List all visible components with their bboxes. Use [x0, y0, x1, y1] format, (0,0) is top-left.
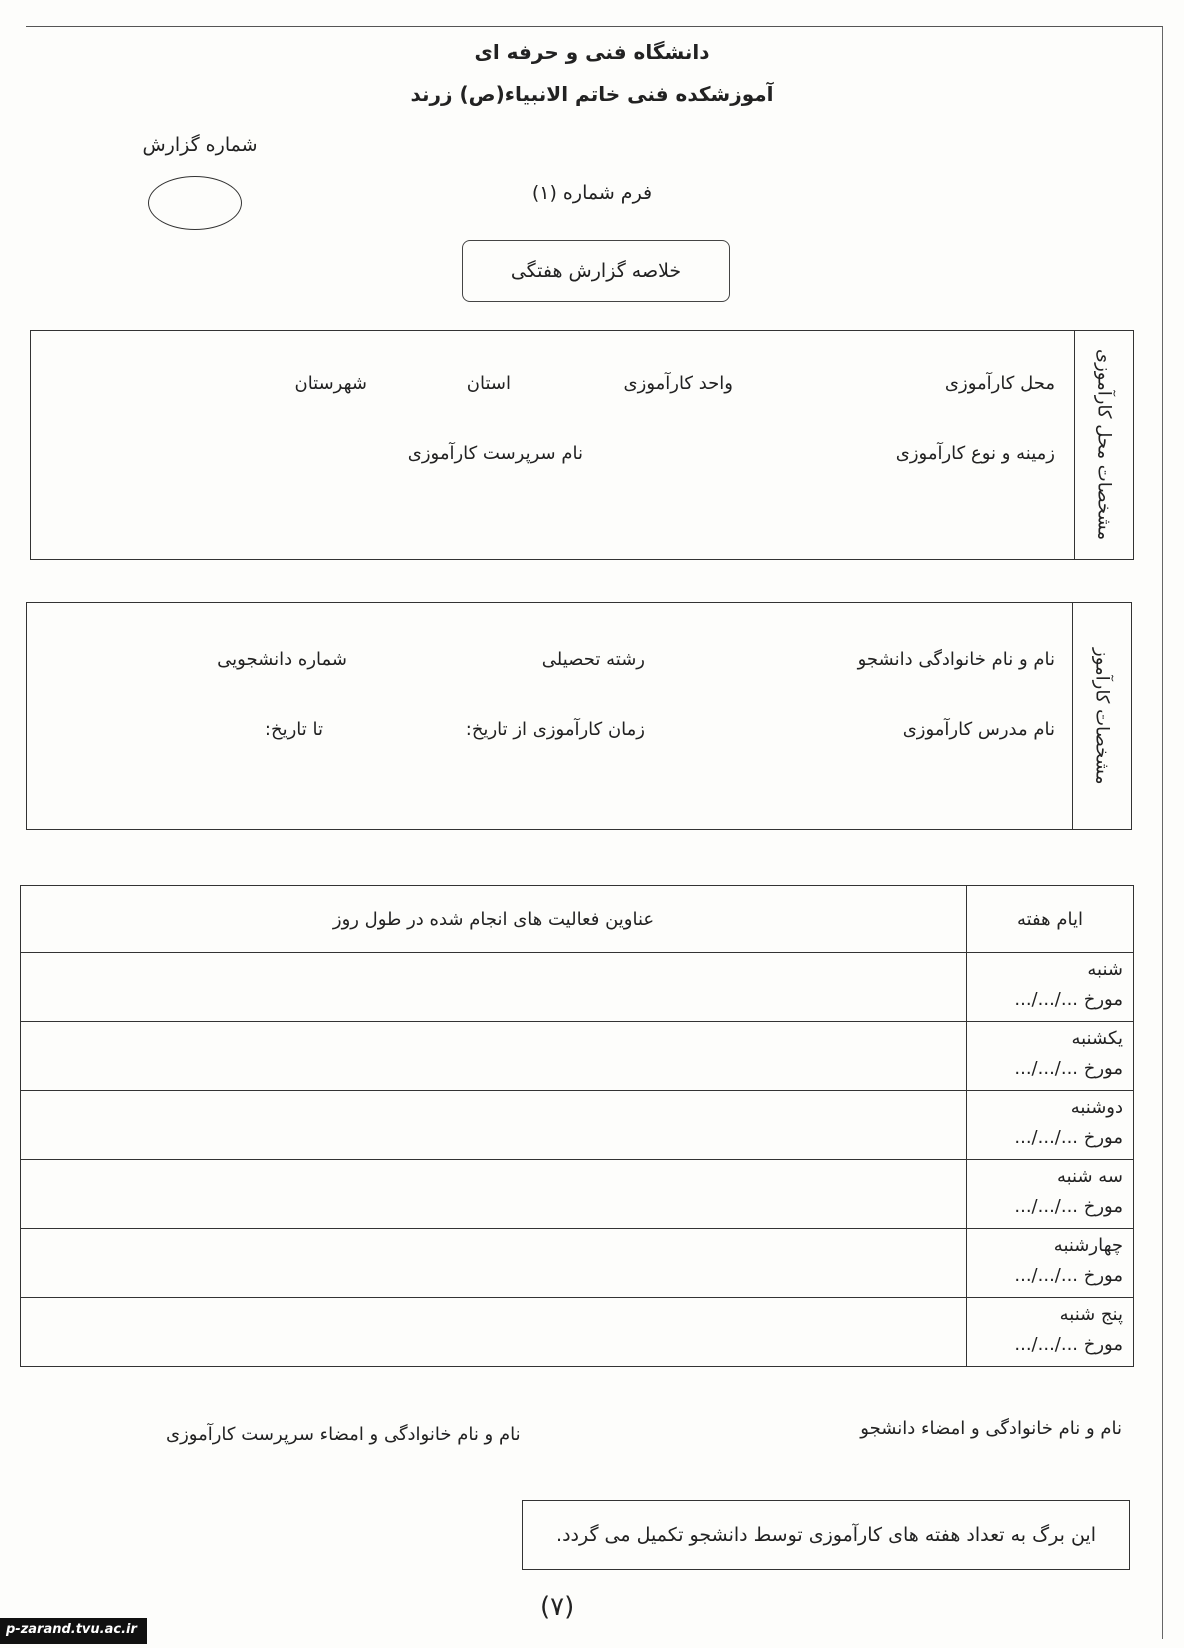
watermark-badge: p-zarand.tvu.ac.ir [0, 1618, 147, 1644]
day-date[interactable]: مورخ .../.../... [1014, 1265, 1123, 1286]
day-name: یکشنبه [1071, 1028, 1123, 1049]
day-date[interactable]: مورخ .../.../... [1014, 1196, 1123, 1217]
place-field[interactable]: محل کارآموزی [944, 373, 1055, 394]
activity-cell[interactable] [21, 1091, 967, 1160]
student-signature-label[interactable]: نام و نام خانوادگی و امضاء دانشجو [860, 1418, 1122, 1439]
table-row [21, 1229, 1134, 1298]
field-type-field[interactable]: زمینه و نوع کارآموزی [895, 443, 1055, 464]
activity-cell[interactable] [21, 1022, 967, 1091]
day-cell [967, 1298, 1134, 1367]
province-field[interactable]: استان [466, 373, 511, 394]
table-row [21, 1160, 1134, 1229]
activity-cell[interactable] [21, 953, 967, 1022]
day-date[interactable]: مورخ .../.../... [1014, 989, 1123, 1010]
college-title: آموزشکده فنی خاتم الانبیاء(ص) زرند [410, 82, 774, 106]
day-cell [967, 1022, 1134, 1091]
student-name-field[interactable]: نام و نام خانوادگی دانشجو [857, 649, 1055, 670]
day-cell [967, 1160, 1134, 1229]
summary-title-box: خلاصه گزارش هفتگی [462, 240, 730, 302]
table-row [21, 1298, 1134, 1367]
table-row [21, 1091, 1134, 1160]
supervisor-field[interactable]: نام سرپرست کارآموزی [407, 443, 583, 464]
internship-place-section [30, 330, 1134, 560]
day-cell [967, 1091, 1134, 1160]
city-field[interactable]: شهرستان [294, 373, 367, 394]
day-date[interactable]: مورخ .../.../... [1014, 1127, 1123, 1148]
student-number-field[interactable]: شماره دانشجویی [217, 649, 347, 670]
period-to-field[interactable]: تا تاریخ: [264, 719, 323, 740]
day-name: دوشنبه [1070, 1097, 1123, 1118]
supervisor-signature-label[interactable]: نام و نام خانوادگی و امضاء سرپرست کارآموزی [166, 1424, 521, 1445]
table-header-row [21, 886, 1134, 953]
day-name: سه شنبه [1056, 1166, 1123, 1187]
report-number-label: شماره گزارش [142, 134, 258, 156]
activity-cell[interactable] [21, 1229, 967, 1298]
major-field[interactable]: رشته تحصیلی [541, 649, 645, 670]
day-cell [967, 953, 1134, 1022]
instruction-note: این برگ به تعداد هفته های کارآموزی توسط دانشجو تکمیل می گردد. [522, 1500, 1130, 1570]
activity-cell[interactable] [21, 1160, 967, 1229]
instructor-field[interactable]: نام مدرس کارآموزی [902, 719, 1055, 740]
day-date[interactable]: مورخ .../.../... [1014, 1334, 1123, 1355]
day-name: پنج شنبه [1059, 1304, 1123, 1325]
days-header: ایام هفته [967, 886, 1134, 953]
page-number: (۷) [540, 1592, 575, 1622]
activity-cell[interactable] [21, 1298, 967, 1367]
form-number: فرم شماره (۱) [531, 182, 653, 204]
activities-header: عناوین فعالیت های انجام شده در طول روز [21, 886, 967, 953]
intern-side-title: مشخصات کارآموز [1091, 647, 1113, 785]
day-name: شنبه [1087, 959, 1123, 980]
intern-side-label [1072, 603, 1131, 829]
activities-table [20, 885, 1134, 1367]
period-from-field[interactable]: زمان کارآموزی از تاریخ: [465, 719, 645, 740]
internship-place-side-label [1074, 331, 1133, 559]
unit-field[interactable]: واحد کارآموزی [623, 373, 733, 394]
table-row [21, 1022, 1134, 1091]
intern-section [26, 602, 1132, 830]
table-row [21, 953, 1134, 1022]
day-name: چهارشنبه [1053, 1235, 1123, 1256]
university-title: دانشگاه فنی و حرفه ای [474, 40, 710, 64]
day-date[interactable]: مورخ .../.../... [1014, 1058, 1123, 1079]
internship-place-side-title: مشخصات محل کارآموزی [1093, 349, 1115, 541]
day-cell [967, 1229, 1134, 1298]
